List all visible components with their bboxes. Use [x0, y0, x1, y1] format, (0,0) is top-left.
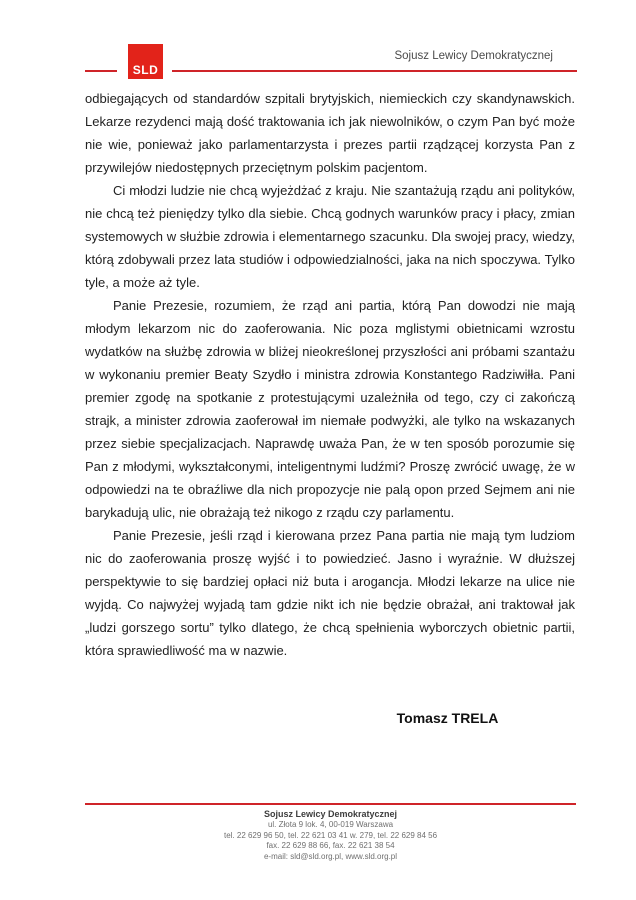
footer-org-name: Sojusz Lewicy Demokratycznej	[263, 809, 398, 819]
paragraph: Panie Prezesie, rozumiem, że rząd ani partia, którą Pan dowodzi nie mają młodym lekarzom nic do zaoferowania. Nic poza mglistymi obietnicami wzrostu wydatków na służbę zdrowia w bliżej nieokreślonej przyszłości ani próbami szantażu w wykonaniu premier Beaty Szydło i ministra zdrowia Konstantego Radziwiłła. Pani premier zgodę na spotkanie z protestującymi uzależniła od tego, czy ci zakończą strajk, a minister zdrowia zaoferował im niemałe podwyżki, ale tylko na wskazanych przez siebie specjalizacjach. Naprawdę uważa Pan, że w ten sposób porozumie się Pan z młodymi, wykształconymi, inteligentnymi ludźmi? Proszę zwrócić uwagę, że w odpowiedzi na te obraźliwe dla nich propozycje nie palą opon przed Sejmem ani nie barykadują ulic, nie obrażają też nikogo z rządu czy parlamentu.	[85, 298, 575, 520]
paragraph-continuation: odbiegających od standardów szpitali brytyjskich, niemieckich czy skandynawskich. Lekarze rezydenci mają dość traktowania ich jak niewolników, o czym Pan być może nie wie, ponieważ jako parlamentarzysta i prezes partii rządzącej korzysta Pan z przywilejów niedostępnych przeciętnym polskim pacjentom.	[85, 91, 575, 175]
sld-logo-text: SLD	[132, 63, 159, 77]
header-rule-right	[172, 70, 577, 72]
footer-phone: tel. 22 629 96 50, tel. 22 621 03 41 w. 279, tel. 22 629 84 56	[223, 830, 438, 840]
paragraph: Ci młodzi ludzie nie chcą wyjeżdżać z kraju. Nie szantażują rządu ani polityków, nie chcą też pieniędzy tylko dla siebie. Chcą godnych warunków pracy i płacy, zmian systemowych w służbie zdrowia i elementarnego szacunku. Dla swojej pracy, wiedzy, którą zdobywali przez lata studiów i odpowiedzialności, jaka na nich spoczywa. Tylko tyle, a może aż tyle.	[85, 183, 575, 290]
header-rule-left	[85, 70, 117, 72]
footer	[85, 803, 576, 862]
letter-body	[85, 87, 575, 662]
footer-fax: fax. 22 629 88 66, fax. 22 621 38 54	[266, 841, 395, 850]
paragraph: Panie Prezesie, jeśli rząd i kierowana przez Pana partia nie mają tym ludziom nic do zaoferowania proszę wyjść i to powiedzieć. Jasno i wyraźnie. W dłuższej perspektywie to się bardziej opłaci niż buta i arogancja. Młodzi lekarze na ulice nie wyjdą. Co najwyżej wyjadą tam gdzie nikt ich nie będzie obrażał, ani traktował jak „ludzi gorszego sortu” tylko dlatego, że chcą spełnienia wyborczych obietnic partii, która sprawiedliwość ma w nazwie.	[85, 528, 575, 658]
footer-email-web: e-mail: sld@sld.org.pl, www.sld.org.pl	[263, 851, 398, 861]
sld-logo	[128, 44, 163, 79]
signature-name: Tomasz TRELA	[396, 710, 499, 726]
footer-address: ul. Złota 9 lok. 4, 00-019 Warszawa	[267, 820, 394, 829]
footer-rule	[85, 803, 576, 805]
header-org-name: Sojusz Lewicy Demokratycznej	[394, 50, 553, 62]
